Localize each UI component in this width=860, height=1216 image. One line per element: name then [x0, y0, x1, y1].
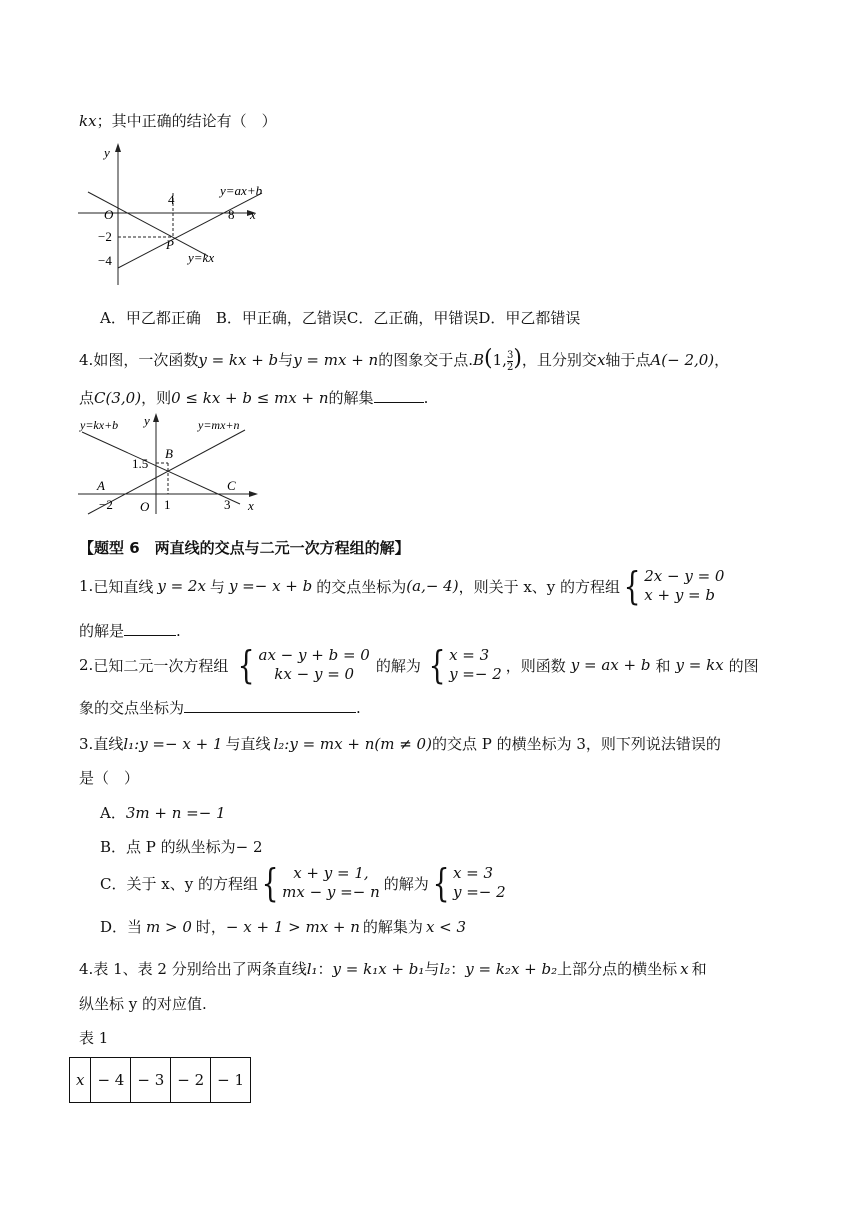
top-line — [79, 110, 277, 131]
fig1-y-arrow — [115, 143, 121, 152]
s6q2-math-2: y = kx — [675, 656, 724, 674]
s6q2-answer-blank[interactable] — [184, 698, 356, 713]
q4-text-2: 与 — [278, 351, 294, 369]
q4-text-5: 轴于点 — [605, 351, 651, 369]
s6q2-sol-row1: x = 3 — [449, 646, 490, 664]
s6q3-option-c-sol-row2: y =− 2 — [452, 883, 506, 901]
top-text: ；其中正确的结论有（ ） — [96, 112, 277, 130]
s6q4-text-2: ： — [317, 960, 333, 978]
fig2-x-arrow — [249, 491, 258, 497]
q4-l2-text-c: 的解集 — [328, 389, 374, 407]
s6q3-text-3: 的交点 P 的横坐标为 3，则下列说法错误的 — [431, 735, 721, 753]
s6q4-math-5: x — [680, 960, 689, 978]
s6q1-math-2: y =− x + b — [228, 577, 313, 595]
q4-math-1: y = kx + b — [198, 351, 279, 369]
s6q3-line1 — [79, 733, 721, 754]
s6q3-option-d-math-2: − x + 1 > mx + n — [225, 918, 360, 936]
s6q4-line2: 纵坐标 y 的对应值. — [79, 995, 207, 1013]
s6q2-text-5: 的图 — [728, 656, 759, 675]
s6q2-solution: { x = 3 y =− 2 — [428, 643, 502, 687]
fig2-label-x: x — [248, 498, 254, 513]
s6q3-option-d-label: D．当 — [100, 918, 143, 936]
fig1-label-p: P — [166, 237, 174, 252]
table-cell: − 1 — [211, 1058, 251, 1103]
fig1-label-neg4: −4 — [98, 253, 112, 268]
s6q1-math-3: (a,− 4) — [406, 577, 459, 595]
s6q3-option-b-math: − 2 — [235, 838, 263, 856]
s6q4-num: 4. — [79, 960, 94, 978]
s6q3-option-c-solution: { x = 3 y =− 2 — [432, 861, 506, 905]
table-1-caption: 表 1 — [79, 1029, 109, 1047]
s6q4-math-2: y = k₁x + b₁ — [332, 960, 425, 978]
s6q4-math-4: y = k₂x + b₂ — [465, 960, 558, 978]
s6q3-option-b-label: B．点 P 的纵坐标为 — [100, 838, 236, 856]
q4-point-a: A(− 2,0) — [650, 351, 715, 369]
fig2-label-3: 3 — [224, 497, 231, 512]
s6q4-math-3: l₂ — [439, 960, 451, 978]
table-row — [70, 1058, 251, 1103]
s6q4-text-6: 和 — [691, 960, 707, 978]
table-cell: − 4 — [91, 1058, 131, 1103]
s6q1-end: . — [176, 622, 181, 640]
s6q2-text-3: ，则函数 — [505, 656, 566, 675]
s6q1-text-line2: 的解是 — [79, 622, 125, 640]
s6q3-option-d-math-1: m > 0 — [146, 918, 192, 936]
s6q3-math-2: l₂:y = mx + n(m ≠ 0) — [273, 735, 432, 753]
table-cell: − 3 — [131, 1058, 171, 1103]
s6q1-text-3: 的交点坐标为 — [316, 577, 407, 596]
section-6-title: 【题型 6 两直线的交点与二元一次方程组的解】 — [79, 539, 410, 557]
q4-point-b-x: 1 — [492, 351, 503, 369]
s6q2-system: { ax − y + b = 0 kx − y = 0 — [237, 643, 370, 687]
s6q3-line2: 是（ ） — [79, 769, 140, 787]
fig1-label-8: 8 — [228, 207, 235, 222]
q4-paren-open: ( — [484, 346, 493, 371]
s6q2-num: 2. — [79, 656, 94, 674]
s6q3-option-c-sol-row1: x = 3 — [452, 864, 494, 882]
fig2-label-l1: y=kx+b — [80, 418, 119, 432]
s6q4-text-1: 表 1、表 2 分别给出了两条直线 — [93, 960, 307, 978]
q4-answer-blank[interactable] — [374, 388, 424, 403]
fig2-label-y: y — [144, 413, 150, 428]
s6q3-math-1: l₁:y =− x + 1 — [123, 735, 223, 753]
fig1-label-line2: y=kx — [188, 250, 215, 265]
s6q3-option-a-label: A． — [100, 804, 126, 822]
s6q3-option-a-math: 3m + n =− 1 — [125, 804, 226, 822]
q4-l2-text-b: ，则 — [141, 389, 172, 407]
q4-point-b: B — [473, 351, 485, 369]
table-1 — [69, 1057, 251, 1103]
fig2-y-arrow — [153, 413, 159, 422]
s6q4-line1 — [79, 958, 707, 979]
q4-line2 — [79, 387, 428, 408]
s6q3-option-c-mid: 的解为 — [383, 874, 429, 893]
q4-inequality: 0 ≤ kx + b ≤ mx + n — [171, 389, 329, 407]
s6q4-text-4: ： — [450, 960, 466, 978]
fig2-label-b: B — [165, 446, 173, 461]
q4-math-x: x — [596, 351, 606, 369]
s6q2-text-4: 和 — [655, 656, 671, 675]
s6q1-math-1: y = 2x — [157, 577, 206, 595]
fig2-label-15: 1.5 — [132, 456, 149, 471]
fig1-label-y: y — [104, 145, 110, 160]
q4-l2-end: . — [423, 389, 429, 407]
s6q1-line2 — [79, 620, 181, 641]
q3-options: A．甲乙都正确 B．甲正确，乙错误C．乙正确，甲错误D．甲乙都错误 — [100, 309, 581, 327]
s6q3-option-d — [100, 916, 466, 937]
s6q1-system: { 2x − y = 0 x + y = b — [623, 564, 725, 608]
top-math: kx — [79, 112, 97, 130]
fig1-label-neg2: −2 — [98, 229, 112, 244]
q4-frac-den: 2 — [506, 361, 514, 373]
s6q3-option-c — [100, 861, 506, 905]
fig2-label-o: O — [140, 499, 150, 514]
q4-text-3: 的图象交于点. — [378, 351, 473, 369]
s6q2-end: . — [356, 699, 361, 717]
s6q1-text-4: ，则关于 x、y 的方程组 — [458, 577, 621, 596]
fig1-line-kx — [88, 192, 208, 256]
s6q2-text-1: 已知二元一次方程组 — [93, 656, 229, 675]
q4-math-2: y = mx + n — [293, 351, 379, 369]
s6q3-option-c-system: { x + y = 1, mx − y =− n — [261, 861, 380, 905]
s6q1-answer-blank[interactable] — [124, 621, 176, 636]
s6q3-text-1: 直线 — [93, 735, 124, 753]
s6q4-math-1: l₁ — [306, 960, 318, 978]
s6q3-option-d-text-2: 的解集为 — [362, 918, 423, 936]
s6q1-text-2: 与 — [209, 577, 225, 596]
s6q2-sys-row1: ax − y + b = 0 — [258, 646, 370, 664]
fig1-label-x: x — [250, 207, 256, 222]
s6q2-text-line2: 象的交点坐标为 — [79, 699, 185, 717]
fig2-label-l2: y=mx+n — [198, 418, 240, 432]
s6q1-line1 — [79, 564, 725, 608]
s6q3-option-c-sys-row1: x + y = 1, — [293, 864, 369, 882]
fig2-label-neg2: −2 — [99, 497, 113, 512]
q4-paren-close: ) — [513, 346, 522, 371]
fig2-label-c: C — [227, 478, 236, 493]
s6q3-option-c-sys-row2: mx − y =− n — [282, 883, 380, 901]
s6q2-text-2: 的解为 — [375, 656, 421, 675]
s6q3-option-c-label: C．关于 x、y 的方程组 — [100, 874, 258, 893]
s6q3-option-a — [100, 802, 226, 823]
fig1-label-4: 4 — [168, 192, 175, 207]
fig1-label-line1: y=ax+b — [220, 183, 263, 198]
s6q3-num: 3. — [79, 735, 94, 753]
s6q1-text-1: 已知直线 — [93, 577, 154, 596]
s6q1-num: 1. — [79, 577, 94, 595]
figure-2 — [70, 412, 280, 517]
fig1-label-o: O — [104, 207, 114, 222]
table-cell: x — [70, 1058, 91, 1103]
q4-text-6: ， — [714, 351, 730, 369]
q4-l2-text-a: 点 — [79, 389, 95, 407]
s6q4-text-5: 上部分点的横坐标 — [557, 960, 678, 978]
s6q3-option-b — [100, 836, 263, 857]
fig2-label-1: 1 — [164, 497, 171, 512]
q4-num: 4. — [79, 351, 94, 369]
table-cell: − 2 — [171, 1058, 211, 1103]
s6q4-text-3: 与 — [424, 960, 440, 978]
s6q2-line2 — [79, 697, 361, 718]
s6q2-line1 — [79, 643, 759, 687]
q4-text-1: 如图，一次函数 — [93, 351, 199, 369]
s6q3-option-d-text-1: 时， — [195, 918, 226, 936]
q4-line1: 4.如图，一次函数y = kx + b与y = mx + n的图象交于点.B(1, $\frac{3}{2}$ )，且分别交x轴于点A(− 2,0)， — [79, 346, 730, 373]
s6q1-sys-row1: 2x − y = 0 — [644, 567, 725, 585]
s6q3-text-2: 与直线 — [225, 735, 271, 753]
s6q2-sys-row2: kx − y = 0 — [274, 665, 355, 683]
q4-frac-num: 3 — [506, 349, 514, 361]
fig2-label-a: A — [97, 478, 105, 493]
s6q1-sys-row2: x + y = b — [644, 586, 715, 604]
q4-text-4: ，且分别交 — [521, 351, 597, 369]
figure-1 — [70, 140, 280, 290]
s6q3-option-d-math-3: x < 3 — [425, 918, 467, 936]
s6q2-sol-row2: y =− 2 — [449, 665, 502, 683]
fig2-line-mx-n — [82, 432, 240, 504]
s6q2-math-1: y = ax + b — [570, 656, 651, 674]
q4-point-c: C(3,0) — [94, 389, 142, 407]
